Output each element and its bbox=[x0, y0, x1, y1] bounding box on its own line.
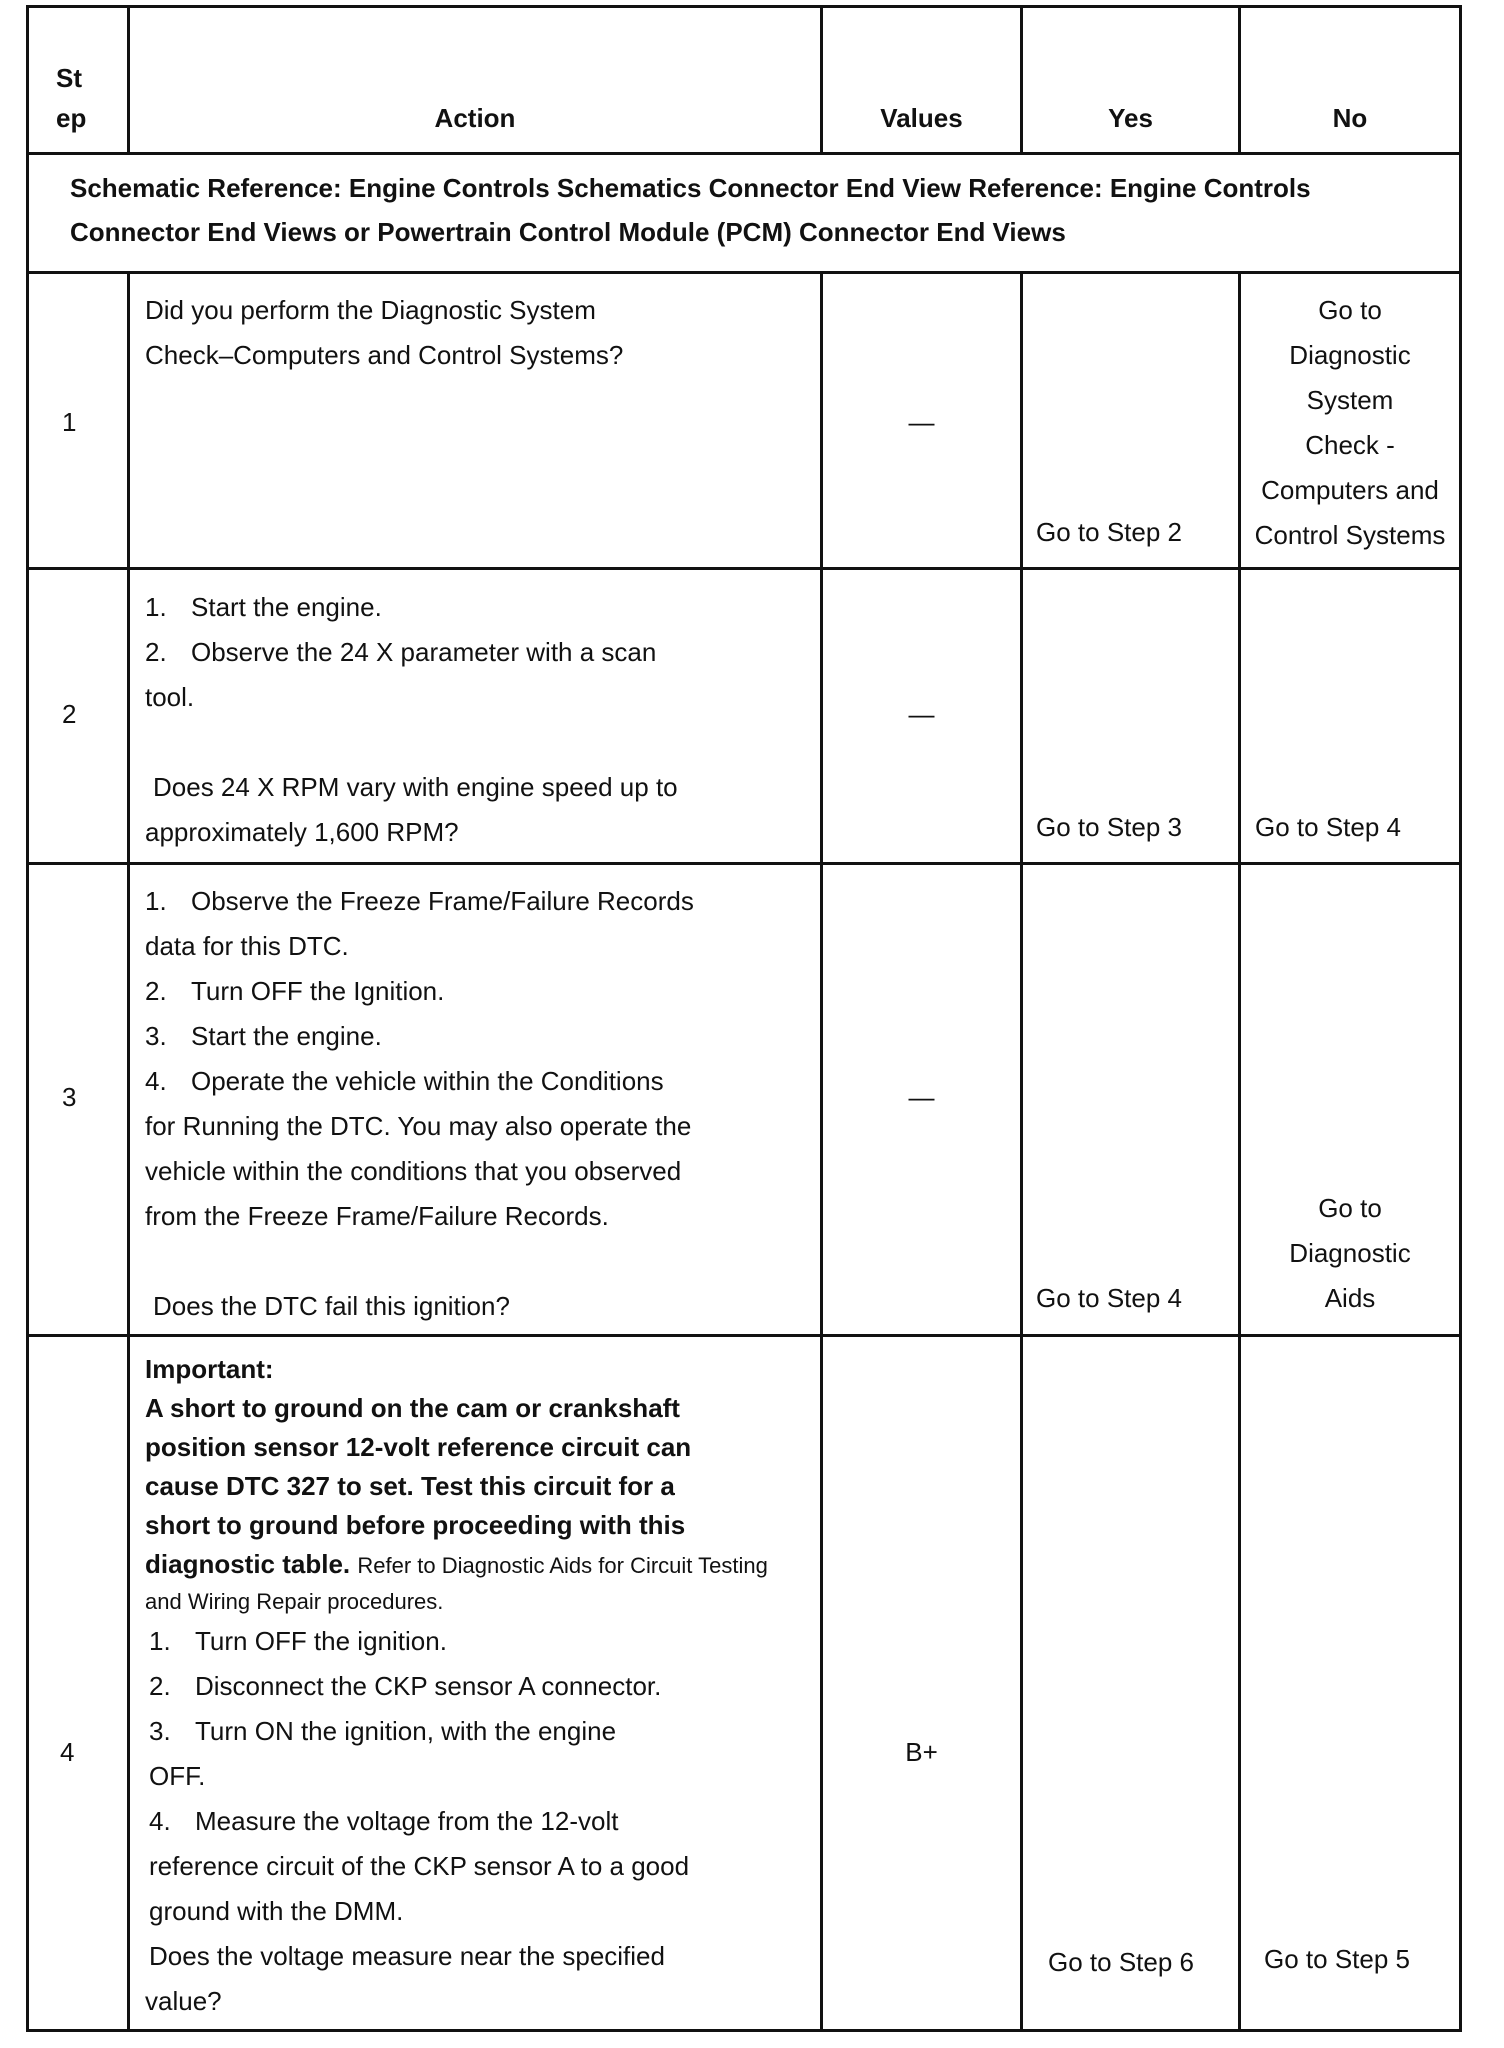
header-step-line: ep bbox=[56, 103, 87, 133]
refer-note: Refer to Diagnostic Aids for Circuit Testing bbox=[357, 1553, 768, 1578]
rule-step-col-body bbox=[127, 271, 130, 2032]
list-number: 3. bbox=[145, 1021, 167, 1051]
row4-action-line bbox=[149, 1664, 768, 1709]
row4-action-line bbox=[149, 1619, 768, 1664]
row3-action-line bbox=[145, 1014, 694, 1059]
row4-action-line: reference circuit of the CKP sensor A to a good bbox=[149, 1851, 690, 1881]
rule-values-col-body bbox=[1020, 271, 1023, 2032]
row4-question: Does the voltage measure near the specified bbox=[149, 1941, 665, 1971]
row4-no: Go to Step 5 bbox=[1264, 1944, 1410, 1974]
header-step bbox=[56, 58, 86, 138]
header-step-line: St bbox=[56, 63, 82, 93]
list-number: 3. bbox=[149, 1716, 171, 1746]
row3-action-line: vehicle within the conditions that you observed bbox=[145, 1156, 682, 1186]
rule-left bbox=[26, 5, 29, 2032]
list-text: Turn OFF the Ignition. bbox=[191, 976, 445, 1006]
list-number: 2. bbox=[149, 1671, 171, 1701]
list-number: 4. bbox=[145, 1066, 167, 1096]
important-line: cause DTC 327 to set. Test this circuit for a bbox=[145, 1471, 675, 1501]
important-line: short to ground before proceeding with this bbox=[145, 1510, 686, 1540]
list-text: Observe the Freeze Frame/Failure Records bbox=[191, 886, 694, 916]
row2-step: 2 bbox=[62, 699, 77, 729]
row1-no-line: Check - bbox=[1305, 430, 1395, 460]
row1-yes: Go to Step 2 bbox=[1036, 517, 1182, 547]
row2-question: approximately 1,600 RPM? bbox=[145, 817, 459, 847]
header-values: Values bbox=[880, 103, 963, 133]
row4-yes: Go to Step 6 bbox=[1048, 1947, 1194, 1977]
list-number: 2. bbox=[145, 976, 167, 1006]
row2-value: — bbox=[908, 699, 935, 729]
list-text: Turn OFF the ignition. bbox=[195, 1626, 447, 1656]
row2-action-line: tool. bbox=[145, 682, 195, 712]
list-text: Turn ON the ignition, with the engine bbox=[195, 1716, 617, 1746]
row3-no bbox=[1241, 1186, 1459, 1321]
row1-no bbox=[1241, 288, 1459, 558]
rule-bottom bbox=[26, 2029, 1462, 2032]
important-line bbox=[145, 1545, 768, 1585]
important-line-end: diagnostic table. bbox=[145, 1549, 351, 1579]
row1-no-line: Control Systems bbox=[1254, 520, 1446, 550]
row4-steps bbox=[145, 1619, 768, 1979]
schematic-reference bbox=[70, 166, 1311, 254]
list-text: Observe the 24 X parameter with a scan bbox=[191, 637, 657, 667]
row2-yes: Go to Step 3 bbox=[1036, 812, 1182, 842]
row3-action bbox=[145, 879, 694, 1329]
rule-row3-bottom bbox=[26, 1334, 1462, 1337]
row1-no-line: Go to bbox=[1318, 295, 1382, 325]
row2-action bbox=[145, 585, 678, 855]
row4-action-line: OFF. bbox=[149, 1761, 206, 1791]
list-number: 1. bbox=[145, 886, 167, 916]
rule-top bbox=[26, 5, 1462, 8]
row4-action-line bbox=[149, 1799, 768, 1844]
important-label: Important: bbox=[145, 1354, 274, 1384]
row3-no-line: Go to bbox=[1318, 1193, 1382, 1223]
rule-row2-bottom bbox=[26, 862, 1462, 865]
row4-value: B+ bbox=[905, 1737, 938, 1767]
row3-value: — bbox=[908, 1082, 935, 1112]
row4-action bbox=[145, 1350, 768, 2024]
row2-action-line bbox=[145, 630, 678, 675]
row1-action bbox=[145, 288, 623, 378]
header-yes: Yes bbox=[1108, 103, 1153, 133]
row4-question: value? bbox=[145, 1986, 222, 2016]
row1-no-line: Computers and bbox=[1261, 475, 1439, 505]
list-text: Measure the voltage from the 12-volt bbox=[195, 1806, 619, 1836]
row1-action-line: Did you perform the Diagnostic System bbox=[145, 295, 596, 325]
row4-action-line: ground with the DMM. bbox=[149, 1896, 404, 1926]
row3-no-line: Aids bbox=[1324, 1283, 1376, 1313]
list-number: 1. bbox=[149, 1626, 171, 1656]
list-number: 2. bbox=[145, 637, 167, 667]
row1-step: 1 bbox=[62, 407, 77, 437]
refer-note-line: and Wiring Repair procedures. bbox=[145, 1589, 444, 1614]
row1-action-line: Check–Computers and Control Systems? bbox=[145, 340, 624, 370]
blank-line bbox=[145, 1239, 694, 1284]
rule-right bbox=[1459, 5, 1462, 2032]
important-line: A short to ground on the cam or crankshaft bbox=[145, 1393, 680, 1423]
row1-no-line: System bbox=[1306, 385, 1394, 415]
list-number: 1. bbox=[145, 592, 167, 622]
row3-action-line bbox=[145, 1059, 694, 1104]
blank-line bbox=[145, 720, 678, 765]
list-text: Start the engine. bbox=[191, 1021, 382, 1051]
row3-step: 3 bbox=[62, 1082, 77, 1112]
row4-action-line bbox=[149, 1709, 768, 1754]
important-note bbox=[145, 1350, 768, 1619]
row3-action-line: from the Freeze Frame/Failure Records. bbox=[145, 1201, 609, 1231]
important-line: position sensor 12-volt reference circuit can bbox=[145, 1432, 692, 1462]
row3-question: Does the DTC fail this ignition? bbox=[153, 1291, 510, 1321]
row3-no-line: Diagnostic bbox=[1289, 1238, 1411, 1268]
list-number: 4. bbox=[149, 1806, 171, 1836]
header-action: Action bbox=[434, 103, 516, 133]
header-no: No bbox=[1332, 103, 1368, 133]
list-text: Disconnect the CKP sensor A connector. bbox=[195, 1671, 662, 1701]
row1-value: — bbox=[908, 407, 935, 437]
row3-action-line bbox=[145, 969, 694, 1014]
row2-action-line bbox=[145, 585, 678, 630]
list-text: Operate the vehicle within the Conditions bbox=[191, 1066, 664, 1096]
row3-action-line: data for this DTC. bbox=[145, 931, 349, 961]
schematic-reference-line: Schematic Reference: Engine Controls Schematics Connector End View Reference: Engine Controls bbox=[70, 173, 1311, 203]
row3-action-line bbox=[145, 879, 694, 924]
rule-row1-bottom bbox=[26, 567, 1462, 570]
row2-no: Go to Step 4 bbox=[1255, 812, 1401, 842]
list-text: Start the engine. bbox=[191, 592, 382, 622]
row4-step: 4 bbox=[60, 1737, 75, 1767]
rule-schematic-bottom bbox=[26, 271, 1462, 274]
schematic-reference-line: Connector End Views or Powertrain Control Module (PCM) Connector End Views bbox=[70, 217, 1066, 247]
row3-yes: Go to Step 4 bbox=[1036, 1283, 1182, 1313]
row3-action-line: for Running the DTC. You may also operate the bbox=[145, 1111, 692, 1141]
row1-no-line: Diagnostic bbox=[1289, 340, 1411, 370]
rule-header-bottom bbox=[26, 152, 1462, 155]
row2-question: Does 24 X RPM vary with engine speed up to bbox=[153, 772, 678, 802]
